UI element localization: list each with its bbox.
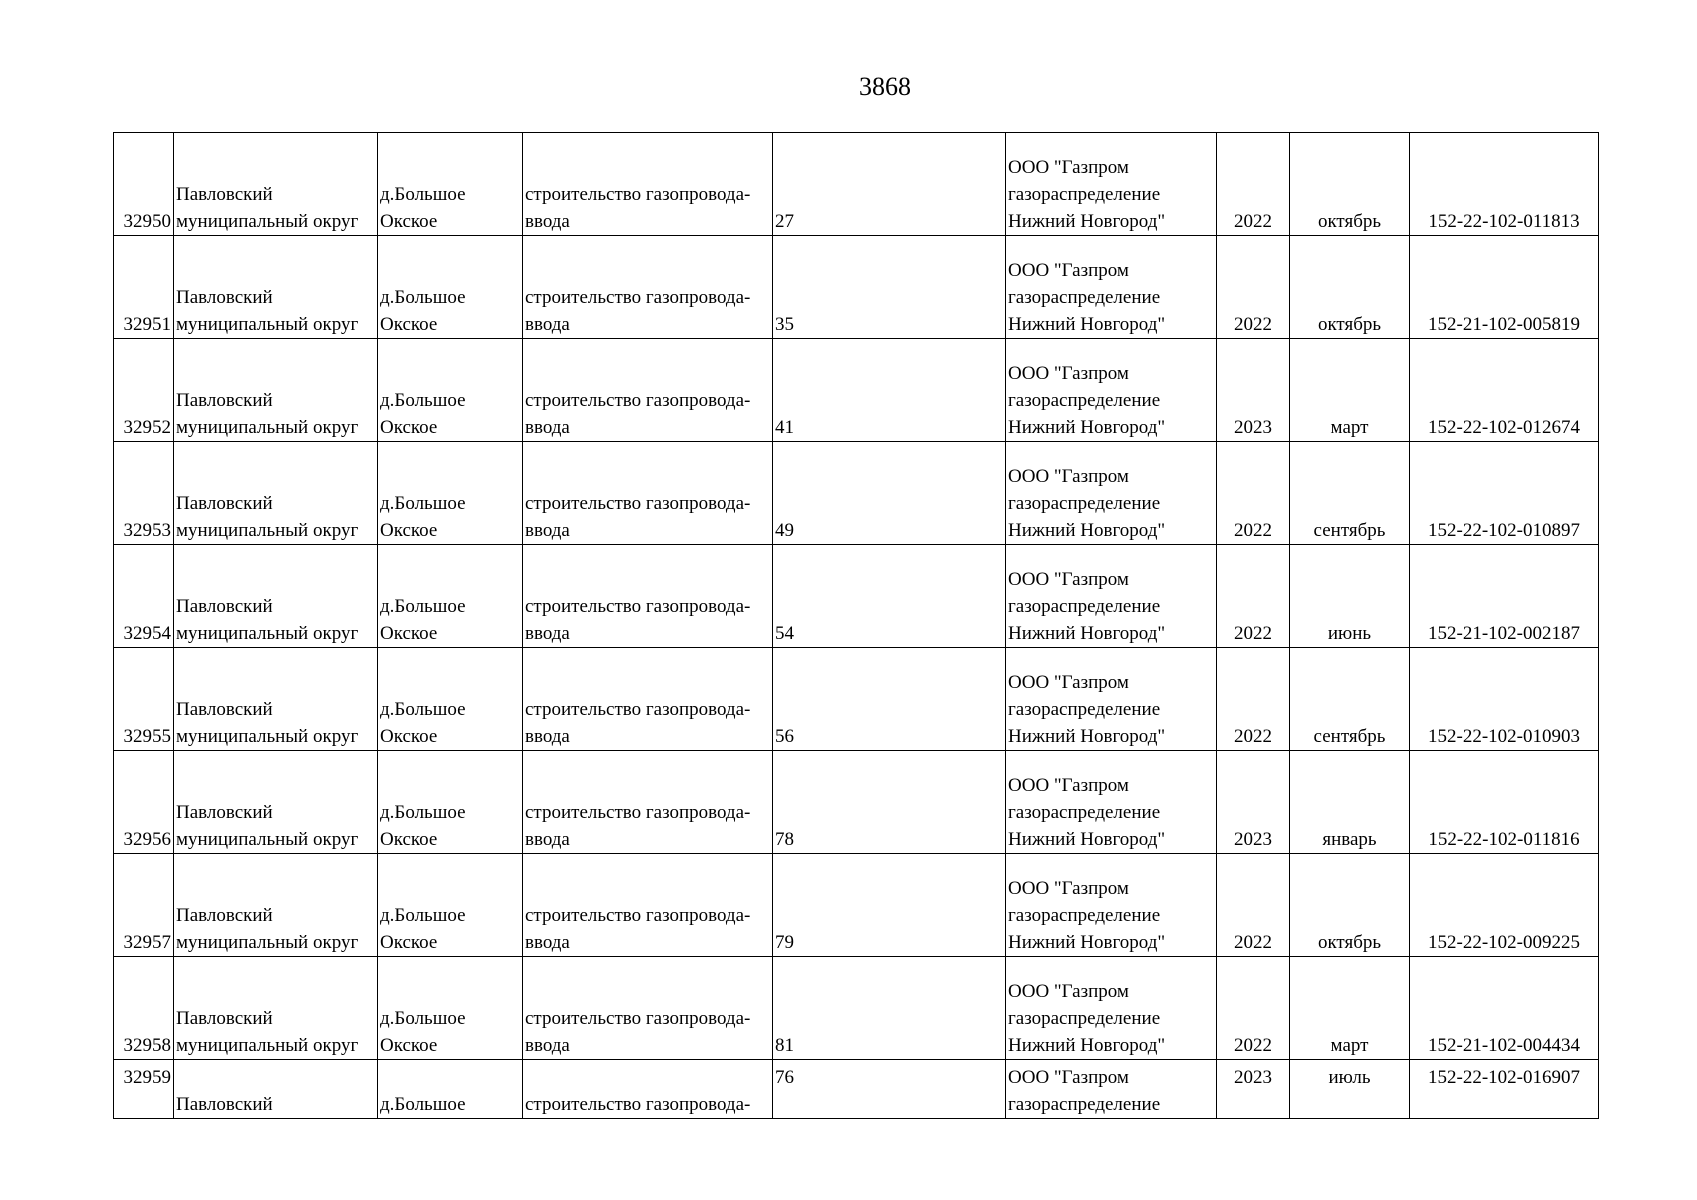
application-code-cell: 152-22-102-010897 bbox=[1410, 442, 1599, 545]
cell-line: газораспределение bbox=[1008, 802, 1161, 823]
cell-line: Павловский bbox=[176, 184, 273, 205]
village-cell bbox=[378, 442, 523, 545]
cell-line: д.Большое bbox=[380, 287, 466, 308]
cell-line: Нижний Новгород" bbox=[1008, 211, 1166, 232]
cell-line: ООО "Газпром bbox=[1008, 157, 1129, 178]
work-type-cell bbox=[523, 236, 773, 339]
cell-line: муниципальный округ bbox=[176, 726, 359, 747]
year-cell: 2022 bbox=[1217, 648, 1290, 751]
table-row bbox=[114, 957, 1599, 1060]
cell-line: ввода bbox=[525, 520, 570, 541]
organization-cell bbox=[1006, 545, 1217, 648]
page-number: 3868 bbox=[859, 72, 911, 101]
cell-line: Нижний Новгород" bbox=[1008, 726, 1166, 747]
year-cell: 2022 bbox=[1217, 442, 1290, 545]
cell-line: строительство газопровода- bbox=[525, 905, 751, 926]
cell-line: Нижний Новгород" bbox=[1008, 314, 1166, 335]
organization-cell bbox=[1006, 442, 1217, 545]
row-number: 32953 bbox=[114, 442, 174, 545]
village-cell bbox=[378, 957, 523, 1060]
row-number: 32957 bbox=[114, 854, 174, 957]
house-number-cell: 54 bbox=[773, 545, 1006, 648]
cell-line: муниципальный округ bbox=[176, 829, 359, 850]
cell-line: муниципальный округ bbox=[176, 623, 359, 644]
district-cell bbox=[174, 236, 378, 339]
cell-line: строительство газопровода- bbox=[525, 699, 751, 720]
application-code-cell: 152-21-102-002187 bbox=[1410, 545, 1599, 648]
cell-line: газораспределение bbox=[1008, 596, 1161, 617]
cell-line: ООО "Газпром bbox=[1008, 981, 1129, 1002]
organization-cell bbox=[1006, 957, 1217, 1060]
district-cell: Павловский bbox=[174, 1060, 378, 1119]
cell-line: муниципальный округ bbox=[176, 211, 359, 232]
work-type-cell bbox=[523, 648, 773, 751]
month-cell: сентябрь bbox=[1290, 442, 1410, 545]
month-cell: июль bbox=[1290, 1060, 1410, 1119]
row-number: 32958 bbox=[114, 957, 174, 1060]
cell-line: строительство газопровода- bbox=[525, 287, 751, 308]
cell-line: строительство газопровода- bbox=[525, 1008, 751, 1029]
work-type-cell bbox=[523, 133, 773, 236]
cell-line: газораспределение bbox=[1008, 493, 1161, 514]
cell-line: Павловский bbox=[176, 390, 273, 411]
work-type-cell bbox=[523, 545, 773, 648]
year-cell: 2023 bbox=[1217, 1060, 1290, 1119]
application-code-cell: 152-22-102-016907 bbox=[1410, 1060, 1599, 1119]
row-number: 32951 bbox=[114, 236, 174, 339]
organization-cell: ООО "Газпром газораспределение bbox=[1006, 1060, 1217, 1119]
organization-cell bbox=[1006, 751, 1217, 854]
cell-line: ввода bbox=[525, 314, 570, 335]
month-cell: март bbox=[1290, 957, 1410, 1060]
cell-line: д.Большое bbox=[380, 905, 466, 926]
house-number-cell: 79 bbox=[773, 854, 1006, 957]
month-cell: октябрь bbox=[1290, 133, 1410, 236]
cell-line: ввода bbox=[525, 623, 570, 644]
cell-line: Окское bbox=[380, 623, 438, 644]
row-number: 32950 bbox=[114, 133, 174, 236]
cell-line: муниципальный округ bbox=[176, 520, 359, 541]
cell-line: Павловский bbox=[176, 493, 273, 514]
year-cell: 2023 bbox=[1217, 751, 1290, 854]
cell-line: муниципальный округ bbox=[176, 314, 359, 335]
month-cell: сентябрь bbox=[1290, 648, 1410, 751]
cell-line: Нижний Новгород" bbox=[1008, 520, 1166, 541]
application-code-cell: 152-22-102-009225 bbox=[1410, 854, 1599, 957]
year-cell: 2022 bbox=[1217, 545, 1290, 648]
cell-line: Нижний Новгород" bbox=[1008, 623, 1166, 644]
cell-line: ООО "Газпром bbox=[1008, 878, 1129, 899]
cell-line: ООО "Газпром bbox=[1008, 363, 1129, 384]
cell-line: Павловский bbox=[176, 287, 273, 308]
organization-cell bbox=[1006, 133, 1217, 236]
row-number: 32954 bbox=[114, 545, 174, 648]
village-cell bbox=[378, 339, 523, 442]
district-cell bbox=[174, 648, 378, 751]
year-cell: 2023 bbox=[1217, 339, 1290, 442]
cell-line: Павловский bbox=[176, 905, 273, 926]
cell-line: строительство газопровода- bbox=[525, 802, 751, 823]
cell-line: газораспределение bbox=[1008, 699, 1161, 720]
row-number: 32959 bbox=[114, 1060, 174, 1119]
village-cell bbox=[378, 236, 523, 339]
cell-line: Окское bbox=[380, 211, 438, 232]
cell-line: ввода bbox=[525, 932, 570, 953]
table-row bbox=[114, 133, 1599, 236]
cell-line: Окское bbox=[380, 520, 438, 541]
row-number: 32956 bbox=[114, 751, 174, 854]
cell-line: д.Большое bbox=[380, 1008, 466, 1029]
cell-line: ООО "Газпром bbox=[1008, 260, 1129, 281]
month-cell: октябрь bbox=[1290, 854, 1410, 957]
district-cell bbox=[174, 133, 378, 236]
cell-line: д.Большое bbox=[380, 493, 466, 514]
table-row bbox=[114, 442, 1599, 545]
cell-line: ввода bbox=[525, 417, 570, 438]
cell-line: газораспределение bbox=[1008, 287, 1161, 308]
cell-line: Окское bbox=[380, 417, 438, 438]
district-cell bbox=[174, 339, 378, 442]
application-code-cell: 152-22-102-012674 bbox=[1410, 339, 1599, 442]
row-number: 32955 bbox=[114, 648, 174, 751]
work-type-cell bbox=[523, 442, 773, 545]
application-code-cell: 152-21-102-005819 bbox=[1410, 236, 1599, 339]
cell-line: муниципальный округ bbox=[176, 932, 359, 953]
house-number-cell: 41 bbox=[773, 339, 1006, 442]
cell-line: ООО "Газпром bbox=[1008, 569, 1129, 590]
organization-cell bbox=[1006, 236, 1217, 339]
month-cell: июнь bbox=[1290, 545, 1410, 648]
table-row bbox=[114, 545, 1599, 648]
cell-line: газораспределение bbox=[1008, 390, 1161, 411]
table-row bbox=[114, 339, 1599, 442]
house-number-cell: 78 bbox=[773, 751, 1006, 854]
village-cell bbox=[378, 545, 523, 648]
cell-line: Нижний Новгород" bbox=[1008, 417, 1166, 438]
district-cell bbox=[174, 545, 378, 648]
application-code-cell: 152-22-102-010903 bbox=[1410, 648, 1599, 751]
village-cell bbox=[378, 751, 523, 854]
cell-line: строительство газопровода- bbox=[525, 493, 751, 514]
cell-line: строительство газопровода- bbox=[525, 390, 751, 411]
cell-line: Окское bbox=[380, 1035, 438, 1056]
table-row bbox=[114, 236, 1599, 339]
cell-line: ввода bbox=[525, 726, 570, 747]
cell-line: ООО "Газпром bbox=[1008, 775, 1129, 796]
year-cell: 2022 bbox=[1217, 854, 1290, 957]
cell-line: Окское bbox=[380, 726, 438, 747]
cell-line: строительство газопровода- bbox=[525, 184, 751, 205]
district-cell bbox=[174, 751, 378, 854]
district-cell bbox=[174, 957, 378, 1060]
village-cell bbox=[378, 648, 523, 751]
month-cell: январь bbox=[1290, 751, 1410, 854]
cell-line: Павловский bbox=[176, 1008, 273, 1029]
cell-line: Нижний Новгород" bbox=[1008, 1035, 1166, 1056]
cell-line: строительство газопровода- bbox=[525, 596, 751, 617]
month-cell: март bbox=[1290, 339, 1410, 442]
cell-line: ввода bbox=[525, 211, 570, 232]
cell-line: муниципальный округ bbox=[176, 1035, 359, 1056]
house-number-cell: 35 bbox=[773, 236, 1006, 339]
village-cell: д.Большое bbox=[378, 1060, 523, 1119]
cell-line: ввода bbox=[525, 1035, 570, 1056]
cell-line: газораспределение bbox=[1008, 905, 1161, 926]
application-code-cell: 152-22-102-011816 bbox=[1410, 751, 1599, 854]
gas-pipeline-registry-table bbox=[113, 132, 1599, 1119]
cell-line: Павловский bbox=[176, 802, 273, 823]
house-number-cell: 49 bbox=[773, 442, 1006, 545]
cell-line: д.Большое bbox=[380, 390, 466, 411]
organization-cell bbox=[1006, 854, 1217, 957]
application-code-cell: 152-22-102-011813 bbox=[1410, 133, 1599, 236]
cell-line: газораспределение bbox=[1008, 184, 1161, 205]
district-cell bbox=[174, 442, 378, 545]
cell-line: Окское bbox=[380, 314, 438, 335]
application-code-cell: 152-21-102-004434 bbox=[1410, 957, 1599, 1060]
table-row bbox=[114, 1060, 1599, 1119]
table-row bbox=[114, 751, 1599, 854]
cell-line: д.Большое bbox=[380, 184, 466, 205]
cell-line: Нижний Новгород" bbox=[1008, 932, 1166, 953]
year-cell: 2022 bbox=[1217, 236, 1290, 339]
house-number-cell: 81 bbox=[773, 957, 1006, 1060]
work-type-cell bbox=[523, 339, 773, 442]
cell-line: ввода bbox=[525, 829, 570, 850]
house-number-cell: 27 bbox=[773, 133, 1006, 236]
house-number-cell: 76 bbox=[773, 1060, 1006, 1119]
village-cell bbox=[378, 133, 523, 236]
table-row bbox=[114, 854, 1599, 957]
work-type-cell bbox=[523, 957, 773, 1060]
cell-line: Павловский bbox=[176, 699, 273, 720]
cell-line: газораспределение bbox=[1008, 1008, 1161, 1029]
village-cell bbox=[378, 854, 523, 957]
year-cell: 2022 bbox=[1217, 957, 1290, 1060]
month-cell: октябрь bbox=[1290, 236, 1410, 339]
cell-line: Павловский bbox=[176, 596, 273, 617]
cell-line: д.Большое bbox=[380, 699, 466, 720]
work-type-cell bbox=[523, 854, 773, 957]
cell-line: Окское bbox=[380, 829, 438, 850]
cell-line: д.Большое bbox=[380, 596, 466, 617]
work-type-cell: строительство газопровода- bbox=[523, 1060, 773, 1119]
cell-line: д.Большое bbox=[380, 802, 466, 823]
cell-line: Нижний Новгород" bbox=[1008, 829, 1166, 850]
district-cell bbox=[174, 854, 378, 957]
cell-line: ООО "Газпром bbox=[1008, 672, 1129, 693]
row-number: 32952 bbox=[114, 339, 174, 442]
work-type-cell bbox=[523, 751, 773, 854]
table-row bbox=[114, 648, 1599, 751]
year-cell: 2022 bbox=[1217, 133, 1290, 236]
cell-line: муниципальный округ bbox=[176, 417, 359, 438]
cell-line: Окское bbox=[380, 932, 438, 953]
cell-line: ООО "Газпром bbox=[1008, 466, 1129, 487]
organization-cell bbox=[1006, 339, 1217, 442]
house-number-cell: 56 bbox=[773, 648, 1006, 751]
organization-cell bbox=[1006, 648, 1217, 751]
